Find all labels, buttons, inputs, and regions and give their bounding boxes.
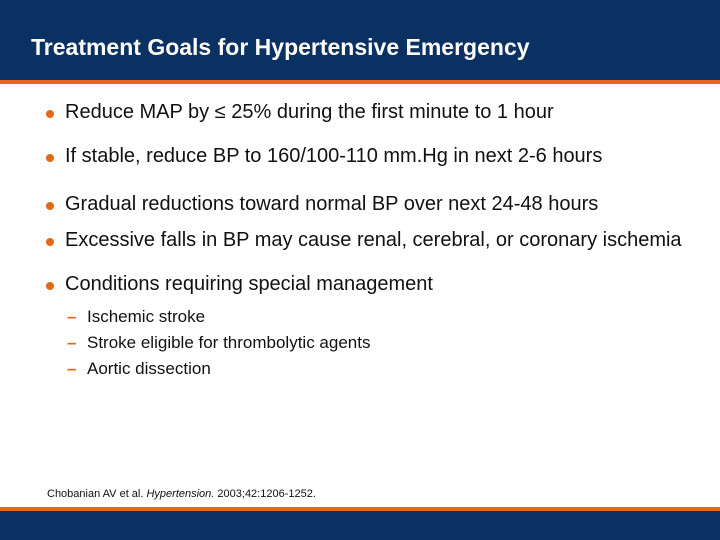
bullet-text: Gradual reductions toward normal BP over next 24-48 hours <box>65 193 599 215</box>
bullet-list <box>46 100 686 382</box>
bullet-text: Conditions requiring special management <box>65 273 433 295</box>
bullet-dot-icon <box>46 110 54 118</box>
dash-icon: – <box>67 359 77 378</box>
bullet-text: Excessive falls in BP may cause renal, cerebral, or coronary ischemia <box>65 229 682 251</box>
bullet-item <box>46 228 686 252</box>
slide-header-bar <box>0 0 720 80</box>
bullet-item <box>46 272 686 382</box>
bullet-dot-icon <box>46 202 54 210</box>
sub-bullet-text: Aortic dissection <box>87 359 211 378</box>
sub-bullet-text: Stroke eligible for thrombolytic agents <box>87 333 371 352</box>
sub-bullet-text: Ischemic stroke <box>87 307 206 326</box>
sub-bullet-item <box>65 304 686 330</box>
bullet-dot-icon <box>46 238 54 246</box>
sub-bullet-item <box>65 356 686 382</box>
dash-icon: – <box>67 333 77 352</box>
bullet-item <box>46 144 686 168</box>
sub-bullet-list <box>65 304 686 382</box>
bullet-item <box>46 192 686 216</box>
citation-journal: Hypertension. <box>146 488 215 500</box>
sub-bullet-item <box>65 330 686 356</box>
bullet-item <box>46 100 686 124</box>
citation <box>47 488 316 500</box>
bullet-text: Reduce MAP by ≤ 25% during the first minute to 1 hour <box>65 101 554 123</box>
citation-details: 2003;42:1206-1252. <box>214 488 316 500</box>
dash-icon: – <box>67 307 77 326</box>
bullet-dot-icon <box>46 282 54 290</box>
bullet-dot-icon <box>46 154 54 162</box>
slide-footer-bar <box>0 511 720 540</box>
header-accent-rule <box>0 80 720 84</box>
bullet-text: If stable, reduce BP to 160/100-110 mm.Hg in next 2-6 hours <box>65 145 603 167</box>
citation-authors: Chobanian AV et al. <box>47 488 147 500</box>
slide-title: Treatment Goals for Hypertensive Emergency <box>31 34 530 60</box>
